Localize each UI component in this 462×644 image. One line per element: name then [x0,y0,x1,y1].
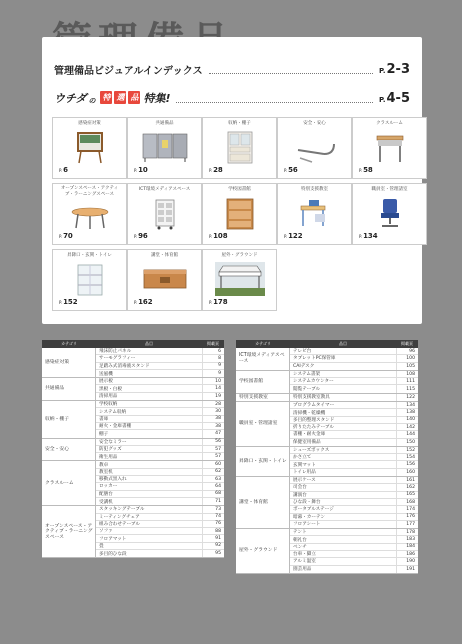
item-name: 多目的ひな段 [99,551,127,557]
item-name: 閲覧テーブル [293,387,321,393]
item-name: 送風機 [99,371,113,377]
item-page: 161 [396,477,418,483]
item-page: 168 [396,499,418,505]
table-row[interactable] [290,469,418,476]
index-card[interactable]: 安全・安心 P.56 [277,117,352,179]
bookshelf-icon [223,196,257,230]
item-page: 105 [396,363,418,370]
item-page: 57 [202,446,224,452]
partition-board-icon [73,130,107,164]
index-line-page: P.2-3 [378,62,410,77]
table-row[interactable] [96,385,224,392]
item-name: 防犯グッズ [99,447,122,452]
category-name: 収納・棚子 [42,401,96,437]
table-row[interactable] [96,521,224,528]
item-name: 暗幕・カーテン [293,514,325,520]
table-row[interactable] [96,439,224,446]
item-page: 14 [202,385,224,391]
category-name: 特別支援教室 [236,394,290,401]
table-row[interactable] [290,499,418,506]
page-number: P.108 [209,232,228,240]
index-card[interactable]: 職員室・管理諸室 P.134 [352,183,427,245]
charging-cart-icon [148,196,182,230]
category-name: 昇降口・玄関・トイレ [236,447,290,476]
item-page: 95 [202,550,224,557]
item-name: アルミ温室 [293,559,316,565]
item-page: 38 [202,423,224,429]
item-page: 71 [202,498,224,505]
item-page: 91 [202,535,224,541]
item-page: 76 [202,521,224,527]
category-name: 屋外・グラウンド [236,529,290,573]
visual-index-panel [42,37,422,324]
item-name: 耐火・金庫書棚 [99,424,132,430]
index-line-title: 管理備品ビジュアルインデックス [54,66,203,77]
index-line-visual[interactable] [54,59,410,77]
item-name: 衛生用品 [99,454,118,460]
item-page: 62 [202,469,224,475]
item-name: サーモグラフィー [99,356,136,362]
table-row[interactable] [96,355,224,362]
table-row[interactable] [290,492,418,499]
table-row[interactable] [290,461,418,468]
item-name: 玄関マット [293,462,316,468]
item-page: 57 [202,453,224,460]
index-card[interactable]: クラスルーム P.58 [352,117,427,179]
item-name: 学校収納 [99,402,118,408]
item-name: 書棚・耐火金庫 [293,432,326,438]
safety-pole-icon [290,130,340,164]
table-row[interactable] [96,423,224,430]
table-row[interactable] [96,550,224,557]
category-name: 感染症対策 [42,348,96,377]
item-page: 10 [202,378,224,384]
table-row[interactable] [96,370,224,377]
item-name: 司会台 [293,485,307,491]
table-row[interactable] [96,476,224,483]
table-row[interactable] [96,528,224,535]
table-row[interactable] [290,409,418,416]
item-page: 92 [202,543,224,549]
item-page: 88 [202,528,224,534]
table-row[interactable] [96,498,224,505]
item-page: 108 [396,371,418,377]
item-page: 160 [396,469,418,476]
table-row[interactable] [290,402,418,409]
item-name: フロアマット [99,536,127,542]
index-card[interactable]: オープンスペース・アクティブ・ラーニングスペース P.70 [52,183,127,245]
category-name: 職員室・管理諸室 [236,402,290,446]
table-row[interactable] [96,535,224,542]
item-page: 176 [396,514,418,520]
category-group [236,394,418,402]
dotted-leader [209,73,373,74]
category-group [42,506,224,558]
item-page: 154 [396,454,418,460]
item-page: 138 [396,409,418,415]
table-row[interactable] [290,544,418,551]
item-page: 63 [202,476,224,482]
table-row[interactable] [96,453,224,460]
item-page: 30 [202,408,224,414]
table-row[interactable] [96,514,224,521]
item-name: 台車・脚立 [293,552,316,558]
table-row[interactable] [96,408,224,415]
table-row[interactable] [290,378,418,385]
item-page: 191 [396,566,418,573]
item-name: 特別支援教室教具 [293,395,330,401]
item-page: 174 [396,506,418,512]
table-row[interactable] [290,371,418,378]
stage-icon [140,262,190,296]
special-feature-title: ウチダ の 特 選 品 特集! [54,92,171,105]
index-card[interactable]: 昇降口・玄関・トイレ P.152 [52,249,127,311]
item-name: 教卓 [99,462,109,468]
item-page: 38 [202,416,224,422]
table-row[interactable] [96,491,224,498]
index-card[interactable]: ICT環境メディアスペース P.96 [127,183,202,245]
item-name: ロッカー [99,484,118,490]
showcase-icon [73,262,107,296]
desk-icon [373,130,407,164]
item-name: ソファ [99,529,113,535]
item-name: 黒板・白板 [99,386,122,392]
table-row[interactable] [96,416,224,423]
item-name: 多目的整理スタンド [293,417,335,423]
item-page: 68 [202,491,224,497]
item-name: 畳 [99,543,104,549]
page-number: P.152 [59,298,78,306]
item-page: 150 [396,439,418,446]
table-row[interactable] [96,393,224,400]
item-name: 清掃機・乾燥機 [293,410,326,416]
page-number: P.6 [59,166,68,174]
item-page: 144 [396,431,418,437]
category-group [236,529,418,574]
category-group [42,348,224,378]
item-page: 28 [202,401,224,407]
table-row[interactable] [96,469,224,476]
table-row[interactable] [290,363,418,370]
page-number: P.134 [359,232,378,240]
index-card[interactable]: 学校図書館 P.108 [202,183,277,245]
item-page: 19 [202,393,224,400]
category-group [236,371,418,394]
item-name: 書庫 [99,416,109,422]
item-name: テント [293,530,307,536]
item-page: 186 [396,551,418,557]
page-number: P.178 [209,298,228,306]
item-name: 講演台 [293,492,307,498]
folding-screen-icon [140,130,190,164]
category-name: 安全・安心 [42,439,96,461]
page-number: P.56 [284,166,298,174]
table-row[interactable] [96,446,224,453]
table-row[interactable] [290,348,418,355]
table-row[interactable] [290,536,418,543]
page-number: P.70 [59,232,73,240]
item-page: 178 [396,529,418,535]
index-table-right [236,340,418,574]
table-row[interactable] [290,521,418,528]
page-number: P.96 [134,232,148,240]
item-name: テレビ台 [293,349,312,355]
item-page: 142 [396,424,418,430]
item-name: トイレ用品 [293,470,316,476]
table-header: カテゴリ 品目 掲載頁 [42,340,224,348]
table-row[interactable] [290,355,418,362]
index-card[interactable]: 特別支援教室 P.122 [277,183,352,245]
item-name: 園芸用品 [293,567,312,573]
table-row[interactable] [290,566,418,573]
item-page: 184 [396,544,418,550]
table-row[interactable] [290,417,418,424]
item-page: 156 [396,461,418,467]
tent-icon [215,262,265,296]
table-row[interactable] [290,484,418,491]
table-row[interactable] [96,348,224,355]
item-page: 47 [202,430,224,437]
support-desk-icon [295,196,335,230]
item-name: 朝礼台 [293,537,307,543]
table-row[interactable] [96,401,224,408]
index-table-left [42,340,224,558]
table-row[interactable] [290,477,418,484]
index-card[interactable]: 共通備品 P.10 [127,117,202,179]
item-page: 6 [202,348,224,354]
office-chair-icon [373,196,407,230]
dotted-leader [176,102,373,103]
item-name: シューズボックス [293,448,330,453]
category-name: 学校図書館 [236,371,290,393]
page-number: P.122 [284,232,303,240]
item-name: 教室机 [99,469,113,475]
item-name: CAIデスク [293,364,315,370]
item-name: ミーティングチェア [99,514,140,520]
category-group [236,477,418,529]
item-page: 122 [396,394,418,401]
index-card[interactable]: 収納・棚子 P.28 [202,117,277,179]
table-row[interactable] [290,439,418,446]
item-page: 177 [396,521,418,528]
item-name: フロアシート [293,522,321,528]
item-page: 8 [202,355,224,361]
item-page: 134 [396,402,418,408]
table-row[interactable] [96,378,224,385]
table-row[interactable] [290,529,418,536]
table-row[interactable] [290,514,418,521]
item-page: 9 [202,363,224,369]
page-number: P.10 [134,166,148,174]
item-name: 展示ケース [293,478,316,484]
category-group [42,378,224,401]
table-icon [68,204,112,230]
item-page: 140 [396,417,418,423]
table-header: カテゴリ 品目 掲載頁 [236,340,418,348]
item-page: 60 [202,461,224,467]
item-name: 安全なミラー [99,439,127,445]
item-name: 展示板 [99,379,113,385]
item-name: 清掃用品 [99,394,118,400]
category-group [236,348,418,371]
item-page: 165 [396,492,418,498]
page-number: P.28 [209,166,223,174]
item-name: 保健室用備品 [293,440,321,446]
item-page: 152 [396,447,418,453]
item-name: かさ立て [293,455,312,461]
table-row[interactable] [290,454,418,461]
item-name: 配膳台 [99,491,113,497]
category-group [236,447,418,477]
category-group [236,402,418,447]
table-row[interactable] [290,551,418,558]
item-page: 162 [396,484,418,490]
item-name: 棚子 [99,431,109,437]
table-row[interactable] [290,558,418,565]
table-row[interactable] [96,363,224,370]
category-group [42,461,224,506]
category-group [42,439,224,462]
table-row[interactable] [96,543,224,550]
index-card[interactable]: 屋外・グラウンド P.178 [202,249,277,311]
table-row[interactable] [96,506,224,513]
table-row[interactable] [290,394,418,401]
item-name: システム書架 [293,372,321,378]
item-page: 56 [202,439,224,445]
item-name: スタッキングテーブル [99,507,145,513]
item-name: ベンチ [293,544,307,550]
index-card[interactable]: 講堂・体育館 P.162 [127,249,202,311]
index-card[interactable]: 感染症対策 P.6 [52,117,127,179]
category-name: ICT環境メディアスペース [236,348,290,370]
item-page: 74 [202,514,224,520]
category-name: クラスルーム [42,461,96,505]
item-name: プログラムタイマー [293,403,335,409]
index-line-page: P.4-5 [378,91,410,106]
item-name: 移動式黒入れ [99,477,127,483]
table-row[interactable] [290,424,418,431]
feature-chips: 特 選 品 [102,93,139,102]
item-name: タブレットPC保管庫 [293,356,336,362]
table-row[interactable] [290,431,418,438]
item-page: 73 [202,506,224,512]
table-row[interactable] [290,385,418,392]
item-page: 115 [396,385,418,392]
category-name: オープンスペース・アクティブ・ラーニングスペース [42,506,96,557]
page-number: P.58 [359,166,373,174]
item-name: 組み合わせテーブル [99,521,140,527]
category-name: 講堂・体育館 [236,477,290,528]
item-page: 190 [396,558,418,564]
item-page: 64 [202,483,224,489]
cabinet-icon [223,130,257,164]
item-page: 183 [396,536,418,542]
table-row[interactable] [290,447,418,454]
item-page: 96 [396,348,418,354]
item-name: システムカウンター [293,379,334,385]
item-page: 111 [396,378,418,384]
table-row[interactable] [96,461,224,468]
item-page: 100 [396,355,418,361]
item-name: 足踏み式消毒液スタンド [99,363,150,369]
table-row[interactable] [96,483,224,490]
category-group [42,401,224,438]
index-line-special[interactable] [54,88,410,106]
page-number: P.162 [134,298,153,306]
item-name: システム収納 [99,409,127,415]
table-row[interactable] [96,430,224,437]
item-page: 9 [202,370,224,377]
item-name: ひな段・舞台 [293,500,321,506]
item-name: 折りたたみテーブル [293,425,334,431]
item-name: 受講机 [99,499,113,505]
item-name: 飛沫防止パネル [99,349,132,355]
item-name: ポータブルステージ [293,507,334,513]
category-name: 共通備品 [42,378,96,400]
table-row[interactable] [290,506,418,513]
